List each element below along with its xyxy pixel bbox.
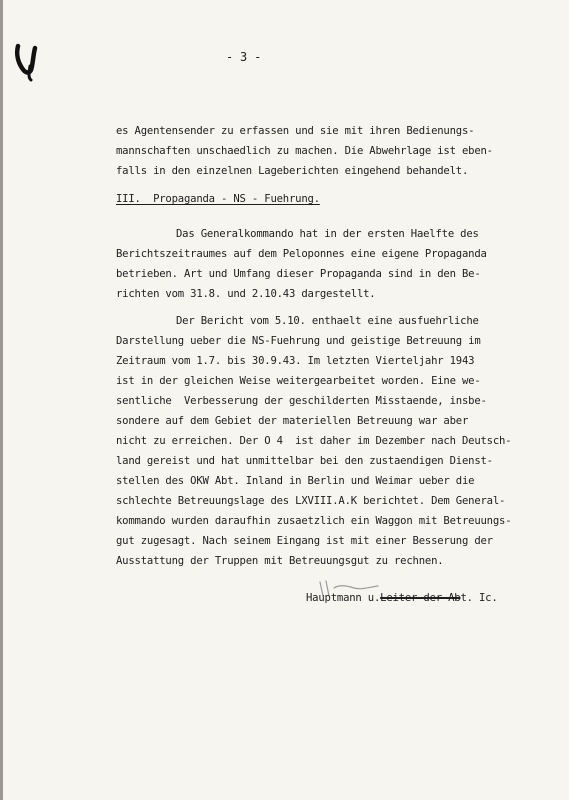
section-heading: III. Propaganda - NS - Fuehrung.	[116, 193, 320, 205]
page-number: - 3 -	[226, 50, 262, 64]
intro-line-3: falls in den einzelnen Lageberichten eingehend behandelt.	[116, 165, 469, 177]
ns-line-13: Ausstattung der Truppen mit Betreuungsgut zu rechnen.	[116, 555, 444, 567]
propaganda-line-1: Das Generalkommando hat in der ersten Haelfte des	[176, 228, 479, 240]
ns-line-12: gut zugesagt. Nach seinem Eingang ist mit einer Besserung der	[116, 535, 493, 547]
signature-prefix: Hauptmann u.	[306, 592, 381, 604]
ns-line-2: Darstellung ueber die NS-Fuehrung und geistige Betreuung im	[116, 335, 481, 347]
ns-line-1: Der Bericht vom 5.10. enthaelt eine ausfuehrliche	[176, 315, 479, 327]
ns-line-9: stellen des OKW Abt. Inland in Berlin und Weimar ueber die	[116, 475, 475, 487]
ns-line-4: ist in der gleichen Weise weitergearbeitet worden. Eine we-	[116, 375, 481, 387]
propaganda-line-3: betrieben. Art und Umfang dieser Propaganda sind in den Be-	[116, 268, 481, 280]
signature-suffix: t. Ic.	[460, 592, 498, 604]
ns-line-10: schlechte Betreuungslage des LXVIII.A.K berichtet. Dem General-	[116, 495, 506, 507]
signature-block	[306, 592, 498, 604]
intro-line-1: es Agentensender zu erfassen und sie mit ihren Bedienungs-	[116, 125, 475, 137]
scan-edge	[0, 0, 3, 800]
ns-line-3: Zeitraum vom 1.7. bis 30.9.43. Im letzten Vierteljahr 1943	[116, 355, 475, 367]
intro-line-2: mannschaften unschaedlich zu machen. Die Abwehrlage ist eben-	[116, 145, 493, 157]
ns-line-6: sondere auf dem Gebiet der materiellen Betreuung war aber	[116, 415, 469, 427]
ns-line-7: nicht zu erreichen. Der O 4 ist daher im Dezember nach Deutsch-	[116, 435, 512, 447]
propaganda-line-4: richten vom 31.8. und 2.10.43 dargestellt.	[116, 288, 376, 300]
ns-line-5: sentliche Verbesserung der geschilderten Misstaende, insbe-	[116, 395, 487, 407]
signature-struck-text: Leiter der Ab	[380, 592, 461, 604]
handwritten-mark-icon	[12, 40, 46, 84]
propaganda-line-2: Berichtszeitraumes auf dem Peloponnes eine eigene Propaganda	[116, 248, 487, 260]
ns-line-11: kommando wurden daraufhin zusaetzlich ein Waggon mit Betreuungs-	[116, 515, 512, 527]
ns-line-8: land gereist und hat unmittelbar bei den zustaendigen Dienst-	[116, 455, 493, 467]
